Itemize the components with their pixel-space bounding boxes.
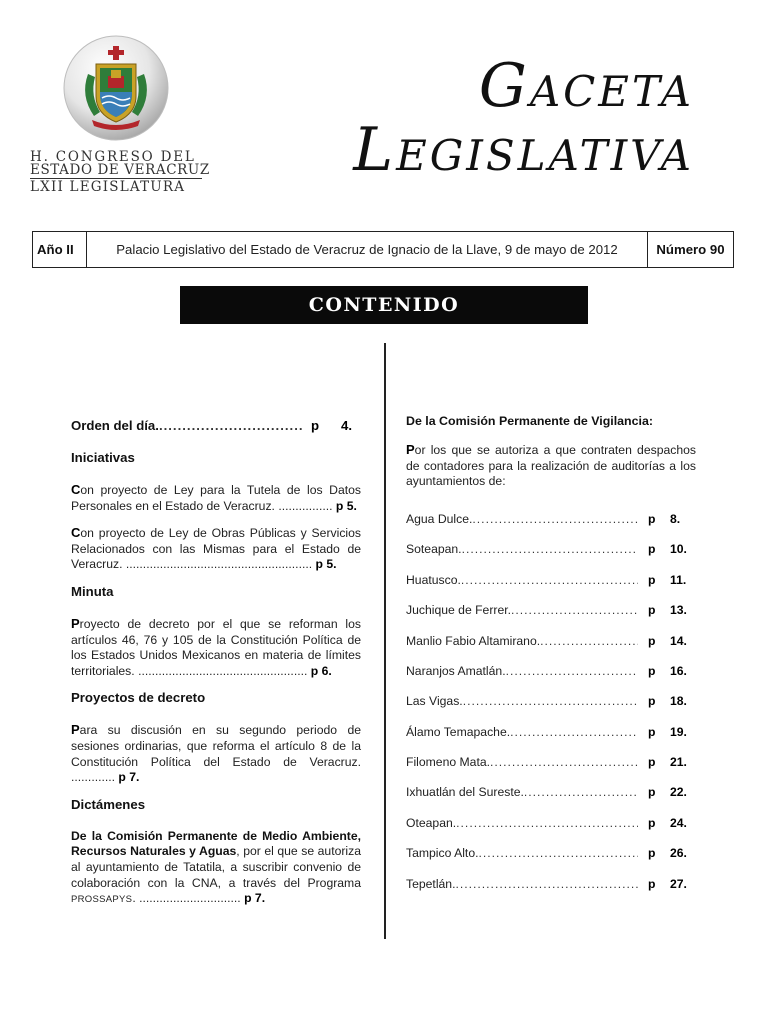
leader-dots: .............................. xyxy=(139,891,241,906)
page-prefix: p xyxy=(648,785,656,800)
municipality-name: Filomeno Mata. xyxy=(406,755,490,770)
leader-dots xyxy=(463,694,638,708)
page-number: 21. xyxy=(670,755,687,770)
municipality-name: Tepetlán. xyxy=(406,876,456,891)
page-prefix: p xyxy=(648,876,656,891)
page-prefix: p xyxy=(311,418,320,433)
issue-info-bar xyxy=(32,231,734,268)
municipality-name: Oteapan. xyxy=(406,815,457,830)
page-number: 8. xyxy=(670,511,681,526)
page-prefix: p xyxy=(335,498,344,513)
page-number: 14. xyxy=(670,633,687,648)
page-prefix: p xyxy=(244,891,252,906)
page-number: 18. xyxy=(670,694,687,709)
list-item[interactable] xyxy=(406,625,696,655)
page-prefix: p xyxy=(648,542,656,557)
page-number: 16. xyxy=(670,663,687,678)
page-prefix: p xyxy=(648,815,656,830)
vigilancia-intro xyxy=(406,442,696,490)
toc-iniciativa-2[interactable] xyxy=(71,525,361,573)
leader-dots xyxy=(506,664,638,678)
page-prefix: p xyxy=(648,724,656,739)
leader-dots xyxy=(461,573,638,587)
list-item[interactable] xyxy=(406,747,696,777)
page-prefix: p xyxy=(648,633,656,648)
drop-letter: P xyxy=(71,722,80,738)
toc-iniciativa-1[interactable] xyxy=(71,482,361,514)
page-number: 5. xyxy=(346,498,357,513)
list-item[interactable] xyxy=(406,504,696,534)
section-heading-vigilancia: De la Comisión Permanente de Vigilancia: xyxy=(406,414,653,428)
drop-letter: P xyxy=(406,442,415,457)
municipality-name: Las Vigas. xyxy=(406,694,463,709)
page-number: 7. xyxy=(129,770,140,785)
section-heading-iniciativas: Iniciativas xyxy=(71,450,135,465)
gazette-title xyxy=(353,51,694,185)
congress-name xyxy=(30,149,210,195)
list-item[interactable] xyxy=(406,808,696,838)
page-number: 6. xyxy=(321,663,332,678)
gazette-title-1-rest: ACETA xyxy=(529,67,694,116)
entry-end: . xyxy=(132,891,140,906)
leader-dots xyxy=(524,785,638,799)
page-prefix: p xyxy=(648,572,656,587)
page-prefix: p xyxy=(118,770,126,785)
leader-dots xyxy=(478,846,638,860)
contents-banner: CONTENIDO xyxy=(180,286,588,324)
coat-of-arms-icon xyxy=(62,34,170,142)
list-item[interactable] xyxy=(406,838,696,868)
program-name: PROSSAPYS xyxy=(71,894,133,906)
leader-dots: ................ xyxy=(278,498,333,513)
leader-dots xyxy=(510,725,638,739)
page-prefix: p xyxy=(315,557,323,572)
toc-minuta[interactable] xyxy=(71,616,361,679)
municipality-name: Tampico Alto. xyxy=(406,846,479,861)
page-prefix: p xyxy=(648,846,656,861)
entry-text: royecto de decreto por el que se reforman los artículos 46, 76 y 105 de la Constitución Política de los Estados Unidos Mexicanos en materia de límites territoriales. xyxy=(71,616,361,678)
municipality-name: Álamo Temapache. xyxy=(406,724,511,739)
municipality-name: Agua Dulce. xyxy=(406,511,473,526)
municipality-name: Juchique de Ferrer. xyxy=(406,603,512,618)
list-item[interactable] xyxy=(406,868,696,898)
page-number: 19. xyxy=(670,724,687,739)
issue-place-date: Palacio Legislativo del Estado de Veracruz de Ignacio de la Llave, 9 de mayo de 2012 xyxy=(87,232,648,267)
drop-letter: C xyxy=(71,482,81,497)
congress-line-1: H. CONGRESO DEL xyxy=(30,149,196,165)
entry-text: on proyecto de Ley de Obras Públicas y Servicios Relacionados con las Mismas para el Estado de Veracruz. xyxy=(71,526,361,572)
toc-proyecto-decreto[interactable] xyxy=(71,722,361,785)
entry-text: on proyecto de Ley para la Tutela de los Datos Personales en el Estado de Veracruz. xyxy=(71,483,361,513)
page-number: 22. xyxy=(670,785,687,800)
page-number: 7. xyxy=(254,891,266,906)
column-divider xyxy=(384,343,386,939)
list-item[interactable] xyxy=(406,595,696,625)
page-number: 24. xyxy=(670,815,687,830)
section-heading-dictamenes: Dictámenes xyxy=(71,796,146,812)
section-heading-minuta: Minuta xyxy=(71,583,114,599)
leader-dots xyxy=(455,877,638,891)
page-prefix: p xyxy=(648,694,656,709)
section-heading-proyectos: Proyectos de decreto xyxy=(71,690,206,706)
leader-dots xyxy=(472,512,638,526)
municipality-name: Ixhuatlán del Sureste. xyxy=(406,785,524,800)
page-prefix: p xyxy=(648,663,656,678)
list-item[interactable] xyxy=(406,717,696,747)
page-prefix: p xyxy=(648,603,656,618)
municipality-name: Soteapan. xyxy=(406,542,462,557)
gazette-title-2-rest: EGISLATIVA xyxy=(396,131,694,180)
page-number: 13. xyxy=(670,603,687,618)
list-item[interactable] xyxy=(406,686,696,716)
congress-line-3: LXII LEGISLATURA xyxy=(30,179,186,195)
leader-dots xyxy=(462,542,638,556)
page-prefix: p xyxy=(310,663,319,678)
list-item[interactable] xyxy=(406,656,696,686)
leader-dots: ............. xyxy=(71,770,116,785)
entry-text: ara su discusión en su segundo periodo de sesiones ordinarias, que reforma el artículo 8 de la Constitución Política del Estado de Veracruz. xyxy=(71,723,361,769)
right-column xyxy=(406,414,696,899)
list-item[interactable] xyxy=(406,565,696,595)
leader-dots xyxy=(490,755,638,769)
leader-dots xyxy=(540,634,638,648)
leader-dots: .................................................. xyxy=(138,663,308,678)
gazette-title-line-1: GACETA xyxy=(478,51,694,121)
leader-dots xyxy=(511,603,638,617)
leader-dots: ....................................................... xyxy=(125,557,313,572)
committee-name: De la Comisión Permanente de Medio Ambiente, Recursos Naturales y Aguas xyxy=(71,828,361,859)
congress-line-2: ESTADO DE VERACRUZ xyxy=(30,162,210,178)
municipality-name: Huatusco. xyxy=(406,572,461,587)
orden-label: Orden del día. xyxy=(71,418,159,433)
page-number: 10. xyxy=(670,542,687,557)
list-item[interactable] xyxy=(406,777,696,807)
municipality-name: Manlio Fabio Altamirano. xyxy=(406,633,541,648)
page-number: 5. xyxy=(326,557,337,572)
page-number: 27. xyxy=(670,876,687,891)
page-prefix: p xyxy=(648,511,656,526)
page-prefix: p xyxy=(648,755,656,770)
page-number: 4. xyxy=(341,418,352,433)
intro-text: or los que se autoriza a que contraten despachos de contadores para la realización de auditorías a los ayuntamientos de: xyxy=(406,443,696,489)
leader-dots xyxy=(456,816,638,830)
left-column xyxy=(71,418,361,908)
drop-letter: P xyxy=(71,615,80,631)
municipality-list xyxy=(406,504,696,899)
list-item[interactable] xyxy=(406,534,696,564)
entry-text: , por el que se autoriza al ayuntamiento de Tatatila, a suscribir convenio de colaboración con la CNA, a través del Programa xyxy=(71,844,362,890)
issue-number: Número 90 xyxy=(656,242,725,257)
drop-letter: C xyxy=(71,525,81,541)
toc-dictamen[interactable] xyxy=(71,829,361,908)
toc-orden-del-dia[interactable] xyxy=(71,418,361,433)
municipality-name: Naranjos Amatlán. xyxy=(406,663,506,678)
page-number: 26. xyxy=(670,846,687,861)
issue-year: Año II xyxy=(33,232,87,267)
leader-dots xyxy=(159,418,303,433)
page-number: 11. xyxy=(670,572,687,587)
gazette-title-line-2: LEGISLATIVA xyxy=(353,115,694,185)
